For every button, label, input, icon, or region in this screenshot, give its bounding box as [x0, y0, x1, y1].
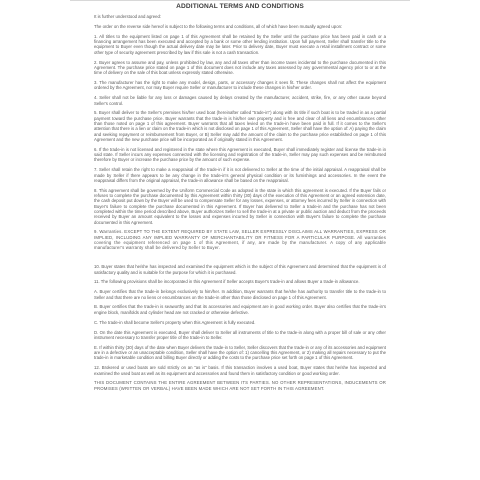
- clause-11-e: E. If within thirty (30) days of the date when Buyer delivers the trade-in to Seller, Seller discovers that the trade-in or any of its accessories and equipment are in a defective or an unacceptable condition, Seller shall have the option of: 1) cancelling this Agreement, or 2) making all repairs necessary to put the trade-in in marketable condition and billing Buyer directly or adding the costs to the purchase price set forth on page 1 of this Agreement.: [94, 344, 386, 361]
- top-rule: [70, 0, 410, 1]
- entire-agreement-clause: THIS DOCUMENT CONTAINS THE ENTIRE AGREEMENT BETWEEN ITS PARTIES. NO OTHER REPRESENTATIONS, INDUCEMENTS OR PROMISES (WRITTEN OR VERBAL) HAVE BEEN MADE WHICH ARE NOT SET FORTH IN THIS AGREEMENT.: [94, 380, 386, 391]
- clause-7: 7. Seller shall retain the right to make a reappraisal of the trade-in if it is not delivered to Seller at the time of the initial appraisal. A reappraisal shall be made by Seller if there appears to be any change in the trade-in's general physical condition or its furnishings and accessories. In the event the reappraisal differs from the original appraisal, the trade-in allowance shall be based on the reappraisal.: [94, 167, 386, 183]
- intro-line: It is further understood and agreed:: [94, 14, 162, 19]
- clause-8: 8. This agreement shall be governed by the Uniform Commercial Code as adopted in the state in which this agreement is executed. If the Buyer fails or refuses to complete the purchase documented by this Agreement within thirty (30) days of the execution of this Agreement or an agreed extension date, the cash deposit put down by the Buyer will be used to compensate Seller for any losses, expenses, or attorney fees incurred by Seller in connection with Buyer's failure to complete the purchase documented in this Agreement. If Buyer has delivered to Seller a trade-in and the purchase has not been completed within the time period described above, Buyer authorizes Seller to sell the trade-in at a private or public auction and deduct from the proceeds received by Buyer an amount equivalent to the losses and expenses incurred by Seller in connection with Buyer's failure to complete the purchase documented in this Agreement.: [94, 187, 386, 225]
- clause-1: 1. All titles to the equipment listed on page 1 of this Agreement shall be retained by the Seller until the purchase price has been paid in cash or a financing arrangement has been executed and accepted by a bank or some other lending institution. Upon full payment, Seller shall transfer title to the equipment to Buyer even though the actual delivery date may be later. Prior to delivery date, Buyer must execute a retail installment contract or some other type of security agreement prescribed by law if this sale is not a cash transaction.: [94, 33, 386, 55]
- clause-4: 4. Seller shall not be liable for any loss or damages caused by delays created by the manufacturer, accident, strike, fire, or any other cause beyond Seller's control.: [94, 95, 386, 106]
- clause-12: 12. Brokered or used boats are sold strictly on an "as is" basis. If this transaction involves a used boat, Buyer states that he/she has inspected and examined the used boat as well as its equipment and accessories and found them in satisfactory condition or good working order.: [94, 365, 386, 376]
- section-gap: [94, 255, 386, 264]
- clause-9-warranties: 9. Warranties. EXCEPT TO THE EXTENT REQUIRED BY STATE LAW, SELLER EXPRESSLY DISCLAIMS ALL WARRANTIES, EXPRESS OR IMPLIED, INCLUDING ANY IMPLIED WARRANTY OF MERCHANTABILITY OR FITNESS FOR A PARTICULAR PURPOSE. All warranties covering the equipment referenced on page 1 of this Agreement, if any, are made by the manufacturer. A copy of any applicable manufacturer's warranty shall be delivered by Seller to Buyer.: [94, 229, 386, 251]
- clause-6: 6. If the trade-in is not licensed and registered in the state where this Agreement is executed, Buyer shall immediately register and license the trade-in in said state. If Seller incurs any expenses connected with the licensing and registration of the trade-in, Seller may pay such expenses and be reimbursed therefore by Buyer or increase the purchase price by the amount of such expense.: [94, 146, 386, 163]
- clause-11: 11. The following provisions shall be incorporated in this Agreement if Seller accepts Buyer's trade-in and allows Buyer a trade-in allowance.: [94, 279, 360, 285]
- clause-11-a: A. Buyer certifies that the trade-in belongs exclusively to him/her. In addition, Buyer warrants that he/she has authority to transfer title to the trade-in to Seller and that there are no liens or encumbrances on the trade-in other than those disclosed on page 1 of this Agreement.: [94, 289, 386, 300]
- clause-5: 5. Buyer shall deliver to the Seller's premises his/her used boat (hereinafter called "trade-in") along with its title if such boat is to be traded in as a partial payment toward the purchase price. Buyer warrants that the trade-in is his/her own property and is free and clear of all liens and encumbrances other than those noted on page 1 of this agreement. Buyer warrants that all taxes levied on the trade-in have been paid in full. If it comes to the Seller's attention that there is a lien or claim on the trade-in which is not disclosed on page 1 of this Agreement, Seller shall have the option of: A) paying the claim and seeking repayment or reimbursement from Buyer, or B) Seller may add the amount of the claim to the purchase price established on page 1 of this Agreement and the new purchase price will be incorporated as if originally stated in this Agreement.: [94, 110, 386, 142]
- clause-11-c: C. The trade-in shall become Seller's property when this Agreement is fully executed.: [94, 319, 256, 325]
- clause-10: 10. Buyer states that he/she has inspected and examined the equipment which is the subject of this Agreement and determined that the equipment is of satisfactory quality and is suitable for the purpose for which it is purchased.: [94, 264, 386, 275]
- clause-11-d: D. On the date this Agreement is executed, Buyer shall deliver to Seller all instruments of title to the trade-in along with a proper bill of sale or any other instrument necessary to transfer proper title of the trade-in to Seller.: [94, 329, 386, 340]
- clause-11-b: B. Buyer certifies that the trade-in is seaworthy and that its accessories and equipment are in good working order. Buyer also certifies that the trade-in's engine block, manifolds and cylinder head are not cracked or otherwise defective.: [94, 304, 386, 315]
- intro-paragraph: The order on the reverse side hereof is subject to the following terms and conditions, all of which have been mutually agreed upon:: [94, 23, 343, 29]
- clause-3: 3. The manufacturer has the right to make any model, design, parts, or accessory changes it sees fit. These changes shall not affect the equipment ordered by the Agreement, nor may Buyer require Seller or manufacturer to include these changes in his/her order.: [94, 80, 386, 91]
- document-title: ADDITIONAL TERMS AND CONDITIONS: [176, 3, 304, 10]
- clause-2: 2. Buyer agrees to assume and pay, unless prohibited by law, any and all taxes other than income taxes incidental to the purchase documented in this Agreement. The purchase price stated on page 1 of this document does not include any taxes assessed by any governmental agency prior to or at the time of delivery on the sale of this boat unless expressly stated otherwise.: [94, 59, 386, 76]
- terms-body: [94, 14, 386, 396]
